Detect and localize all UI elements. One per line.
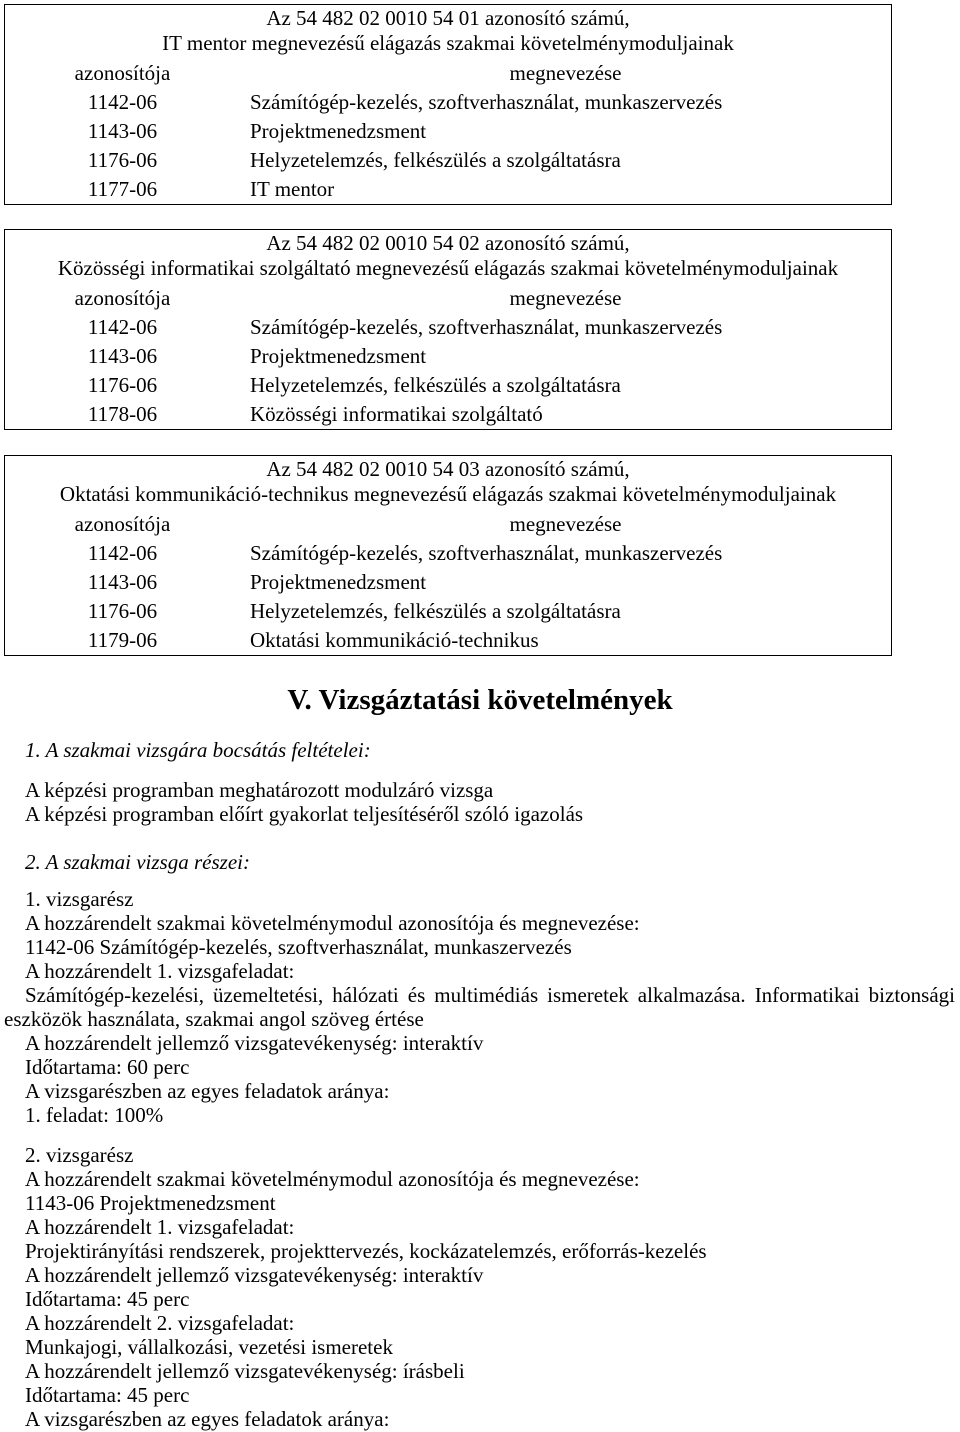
module-id-cell: 1178-06 — [87, 402, 158, 426]
table-row — [5, 626, 891, 655]
module-id-cell: 1143-06 — [87, 344, 158, 368]
module-table-3 — [4, 455, 892, 656]
ratio-value: 1. feladat: 100% — [25, 1103, 164, 1127]
task-description: Projektirányítási rendszerek, projekttervezés, kockázatelemzés, erőforrás-kezelés — [25, 1239, 707, 1263]
module-name-cell: Oktatási kommunikáció-technikus — [250, 628, 539, 652]
module-value: 1143-06 Projektmenedzsment — [25, 1191, 276, 1215]
module-name-cell: Számítógép-kezelés, szoftverhasználat, munkaszervezés — [250, 315, 723, 339]
module-id-cell: 1143-06 — [87, 570, 158, 594]
module-value: 1142-06 Számítógép-kezelés, szoftverhasználat, munkaszervezés — [25, 935, 572, 959]
column-header-name: megnevezése — [509, 61, 622, 85]
module-name-cell: Helyzetelemzés, felkészülés a szolgáltatásra — [250, 148, 621, 172]
task-description: Számítógép-kezelési, üzemeltetési, hálózati és multimédiás ismeretek alkalmazása. Informatikai biztonsági eszközök használata, szakmai angol szöveg értése — [4, 983, 955, 1031]
module-name-cell: Projektmenedzsment — [250, 344, 427, 368]
table-row — [5, 146, 891, 175]
column-header-row — [5, 59, 891, 88]
table-row — [5, 539, 891, 568]
module-name-cell: IT mentor — [250, 177, 335, 201]
table-row — [5, 400, 891, 429]
table-row — [5, 597, 891, 626]
column-header-id: azonosítója — [74, 286, 171, 310]
task-activity: A hozzárendelt jellemző vizsgatevékenység: interaktív — [25, 1031, 484, 1055]
table-row — [5, 88, 891, 117]
task-activity: A hozzárendelt jellemző vizsgatevékenység: interaktív — [25, 1263, 484, 1287]
ratio-label: A vizsgarészben az egyes feladatok aránya: — [25, 1079, 390, 1103]
task-duration: Időtartama: 45 perc — [25, 1383, 190, 1407]
module-id-cell: 1176-06 — [87, 599, 158, 623]
module-id-cell: 1176-06 — [87, 373, 158, 397]
table-header — [5, 5, 891, 59]
task-label: A hozzárendelt 2. vizsgafeladat: — [25, 1311, 295, 1335]
task-label: A hozzárendelt 1. vizsgafeladat: — [25, 1215, 295, 1239]
exam-part-2 — [25, 1143, 707, 1431]
module-name-cell: Helyzetelemzés, felkészülés a szolgáltatásra — [250, 373, 621, 397]
column-header-name: megnevezése — [509, 286, 622, 310]
section-title: V. Vizsgáztatási követelmények — [287, 684, 673, 716]
task-activity: A hozzárendelt jellemző vizsgatevékenység: írásbeli — [25, 1359, 465, 1383]
module-name-cell: Helyzetelemzés, felkészülés a szolgáltatásra — [250, 599, 621, 623]
module-name-cell: Projektmenedzsment — [250, 570, 427, 594]
admission-item: A képzési programban előírt gyakorlat teljesítéséről szóló igazolás — [25, 802, 584, 826]
module-name-cell: Számítógép-kezelés, szoftverhasználat, munkaszervezés — [250, 90, 723, 114]
module-name-cell: Számítógép-kezelés, szoftverhasználat, munkaszervezés — [250, 541, 723, 565]
part-title: 2. vizsgarész — [25, 1143, 134, 1167]
table-row — [5, 371, 891, 400]
module-id-cell: 1179-06 — [87, 628, 158, 652]
column-header-id: azonosítója — [74, 61, 171, 85]
admission-list — [25, 778, 583, 826]
module-label: A hozzárendelt szakmai követelménymodul azonosítója és megnevezése: — [25, 911, 640, 935]
column-header-row — [5, 510, 891, 539]
table-header — [5, 230, 891, 284]
table-row — [5, 342, 891, 371]
admission-item: A képzési programban meghatározott modulzáró vizsga — [25, 778, 494, 802]
column-header-row — [5, 284, 891, 313]
table-header — [5, 456, 891, 510]
part-title: 1. vizsgarész — [25, 887, 134, 911]
module-id-cell: 1176-06 — [87, 148, 158, 172]
task-duration: Időtartama: 45 perc — [25, 1287, 190, 1311]
exam-part-1 — [4, 887, 955, 1127]
module-id-cell: 1177-06 — [87, 177, 158, 201]
module-id-cell: 1142-06 — [87, 315, 158, 339]
table-row — [5, 175, 891, 204]
table-title-line2: Közösségi informatikai szolgáltató megnevezésű elágazás szakmai követelménymoduljainak — [57, 256, 839, 280]
ratio-label: A vizsgarészben az egyes feladatok aránya: — [25, 1407, 390, 1431]
table-title-line1: Az 54 482 02 0010 54 01 azonosító számú, — [266, 6, 630, 30]
task-label: A hozzárendelt 1. vizsgafeladat: — [25, 959, 295, 983]
column-header-id: azonosítója — [74, 512, 171, 536]
table-title-line2: IT mentor megnevezésű elágazás szakmai követelménymoduljainak — [162, 31, 734, 55]
module-id-cell: 1142-06 — [87, 90, 158, 114]
module-id-cell: 1143-06 — [87, 119, 158, 143]
task-description: Munkajogi, vállalkozási, vezetési ismeretek — [25, 1335, 393, 1359]
module-table-1 — [4, 4, 892, 205]
table-row — [5, 313, 891, 342]
module-table-2 — [4, 229, 892, 430]
table-row — [5, 117, 891, 146]
table-title-line1: Az 54 482 02 0010 54 03 azonosító számú, — [266, 457, 630, 481]
table-title-line2: Oktatási kommunikáció-technikus megnevezésű elágazás szakmai követelménymoduljainak — [59, 482, 837, 506]
exam-parts-heading: 2. A szakmai vizsga részei: — [25, 850, 250, 874]
module-id-cell: 1142-06 — [87, 541, 158, 565]
module-label: A hozzárendelt szakmai követelménymodul azonosítója és megnevezése: — [25, 1167, 640, 1191]
column-header-name: megnevezése — [509, 512, 622, 536]
table-title-line1: Az 54 482 02 0010 54 02 azonosító számú, — [266, 231, 630, 255]
module-name-cell: Projektmenedzsment — [250, 119, 427, 143]
task-duration: Időtartama: 60 perc — [25, 1055, 190, 1079]
module-name-cell: Közösségi informatikai szolgáltató — [250, 402, 543, 426]
table-row — [5, 568, 891, 597]
admission-heading: 1. A szakmai vizsgára bocsátás feltételei: — [25, 738, 371, 762]
